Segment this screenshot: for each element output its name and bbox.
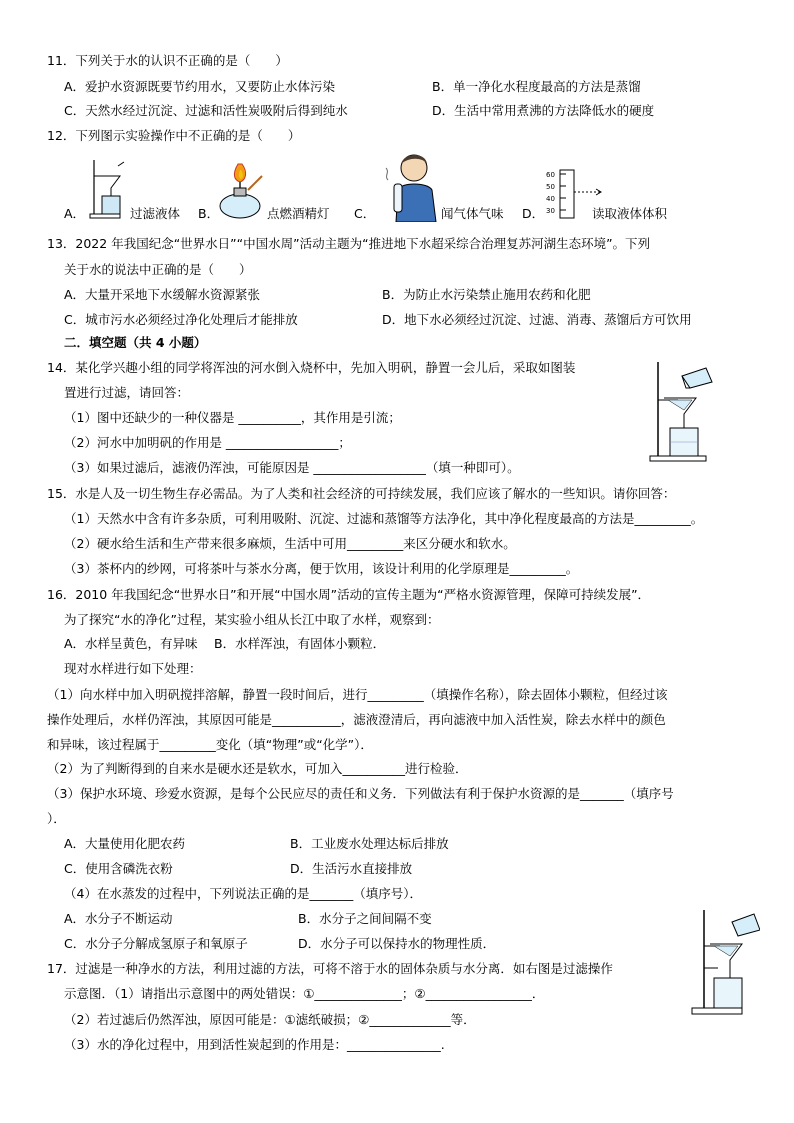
q12-option-a-text: 过滤液体 xyxy=(130,206,181,221)
q16-part3-option-d: D．生活污水直接排放 xyxy=(290,861,413,876)
q12-option-b-letter: B． xyxy=(198,206,220,221)
q13-option-b: B．为防止水污染禁止施用农药和化肥 xyxy=(382,287,591,302)
cylinder-tick-50: 50 xyxy=(546,183,555,191)
cylinder-tick-30: 30 xyxy=(546,207,555,215)
q16-blank-4: （2）为了判断得到的自来水是硬水还是软水，可加入__________进行检验． xyxy=(47,761,468,776)
q16-part3-option-c: C．使用含磷洗衣粉 xyxy=(64,861,173,876)
cylinder-tick-60: 60 xyxy=(546,171,555,179)
alcohol-lamp-icon xyxy=(218,160,266,220)
q12-option-c-letter: C． xyxy=(354,206,376,221)
q16-part4-option-a: A．水分子不断运动 xyxy=(64,911,173,926)
section-fill-in-heading: 二．填空题（共 4 小题） xyxy=(64,335,207,350)
q13-stem-line1: 13．2022 年我国纪念“世界水日”“中国水周”活动主题为“推进地下水超采综合治理复苏河湖生态环境”。下列 xyxy=(47,236,651,251)
q11-option-a: A．爱护水资源既要节约用水，又要防止水体污染 xyxy=(64,79,336,94)
q13-option-d: D．地下水必须经过沉淀、过滤、消毒、蒸馏后方可饮用 xyxy=(382,312,692,327)
q16-line4: 现对水样进行如下处理： xyxy=(64,661,202,676)
filter-apparatus-icon xyxy=(86,158,128,220)
q12-option-d-text: 读取液体体积 xyxy=(592,206,668,221)
q17-line1: 17．过滤是一种净水的方法，利用过滤的方法，可将不溶于水的固体杂质与水分离．如右图是过滤操作 xyxy=(47,961,613,976)
q11-stem: 11．下列关于水的认识不正确的是（ ） xyxy=(47,53,288,68)
q17-blank-1: 示意图．（1）请指出示意图中的两处错误：①______________；②_________________． xyxy=(64,986,545,1001)
q14-blank-2: （2）河水中加明矾的作用是 __________________； xyxy=(64,435,351,450)
q16-blank-6: （4）在水蒸发的过程中，下列说法正确的是_______（填序号）． xyxy=(64,886,422,901)
person-smelling-gas-icon xyxy=(380,150,440,222)
q16-part4-option-c: C．水分子分解成氢原子和氧原子 xyxy=(64,936,248,951)
q15-blank-1: （1）天然水中含有许多杂质，可利用吸附、沉淀、过滤和蒸馏等方法净化，其中净化程度最高的方法是_________。 xyxy=(64,511,704,526)
q17-blank-2: （2）若过滤后仍然浑浊，原因可能是：①滤纸破损；②_____________等． xyxy=(64,1012,476,1027)
q16-blank-3: 和异味，该过程属于_________变化（填“物理”或“化学”）． xyxy=(47,737,373,752)
q16-line10: ）． xyxy=(47,811,66,826)
q12-option-d-letter: D． xyxy=(522,206,545,221)
q14-blank-1: （1）图中还缺少的一种仪器是 __________，其作用是引流； xyxy=(64,410,401,425)
q11-option-d: D．生活中常用煮沸的方法降低水的硬度 xyxy=(432,103,655,118)
q14-blank-3: （3）如果过滤后，滤液仍浑浊，可能原因是 __________________（填一种即可）。 xyxy=(64,460,520,475)
q16-part4-option-b: B．水分子之间间隔不变 xyxy=(298,911,432,926)
q13-option-a: A．大量开采地下水缓解水资源紧张 xyxy=(64,287,261,302)
q12-option-c-text: 闻气体气味 xyxy=(441,206,504,221)
q16-line3: A．水样呈黄色，有异味 B．水样浑浊，有固体小颗粒． xyxy=(64,636,386,651)
q16-line2: 为了探究“水的净化”过程，某实验小组从长江中取了水样，观察到： xyxy=(64,612,440,627)
filtration-diagram-q17 xyxy=(690,908,760,1016)
q16-part4-option-d: D．水分子可以保持水的物理性质． xyxy=(298,936,496,951)
q16-part3-option-b: B．工业废水处理达标后排放 xyxy=(290,836,449,851)
q13-option-c: C．城市污水必须经过净化处理后才能排放 xyxy=(64,312,298,327)
q16-blank-1: （1）向水样中加入明矾搅拌溶解，静置一段时间后，进行_________（填操作名称），除去固体小颗粒，但经过该 xyxy=(47,687,668,702)
q16-part3-option-a: A．大量使用化肥农药 xyxy=(64,836,186,851)
filtration-diagram-q14 xyxy=(648,358,714,462)
q12-option-b-text: 点燃酒精灯 xyxy=(267,206,330,221)
q16-blank-2: 操作处理后，水样仍浑浊，其原因可能是___________，滤液澄清后，再向滤液中加入活性炭，除去水样中的颜色 xyxy=(47,712,666,727)
cylinder-tick-40: 40 xyxy=(546,195,555,203)
q13-stem-line2: 关于水的说法中正确的是（ ） xyxy=(64,262,252,277)
q16-blank-5: （3）保护水环境、珍爱水资源，是每个公民应尽的责任和义务．下列做法有利于保护水资源的是_______（填序号 xyxy=(47,786,674,801)
q14-line1: 14．某化学兴趣小组的同学将浑浊的河水倒入烧杯中，先加入明矾，静置一会儿后，采取如图装 xyxy=(47,360,576,375)
q16-line1: 16．2010 年我国纪念“世界水日”和开展“中国水周”活动的宣传主题为“严格水资源管理，保障可持续发展”． xyxy=(47,587,651,602)
q12-stem: 12．下列图示实验操作中不正确的是（ ） xyxy=(47,128,301,143)
q11-option-b: B．单一净化水程度最高的方法是蒸馏 xyxy=(432,79,641,94)
q12-option-a-letter: A． xyxy=(64,206,86,221)
q15-blank-3: （3）茶杯内的纱网，可将茶叶与茶水分离，便于饮用，该设计利用的化学原理是_________。 xyxy=(64,561,579,576)
q15-line1: 15．水是人及一切生物生存必需品。为了人类和社会经济的可持续发展，我们应该了解水的一些知识。请你回答： xyxy=(47,486,676,501)
q17-blank-3: （3）水的净化过程中，用到活性炭起到的作用是：_______________. xyxy=(64,1037,445,1052)
q11-option-c: C．天然水经过沉淀、过滤和活性炭吸附后得到纯水 xyxy=(64,103,348,118)
q15-blank-2: （2）硬水给生活和生产带来很多麻烦，生活中可用_________来区分硬水和软水。 xyxy=(64,536,516,551)
q14-line2: 置进行过滤，请回答： xyxy=(64,385,190,400)
